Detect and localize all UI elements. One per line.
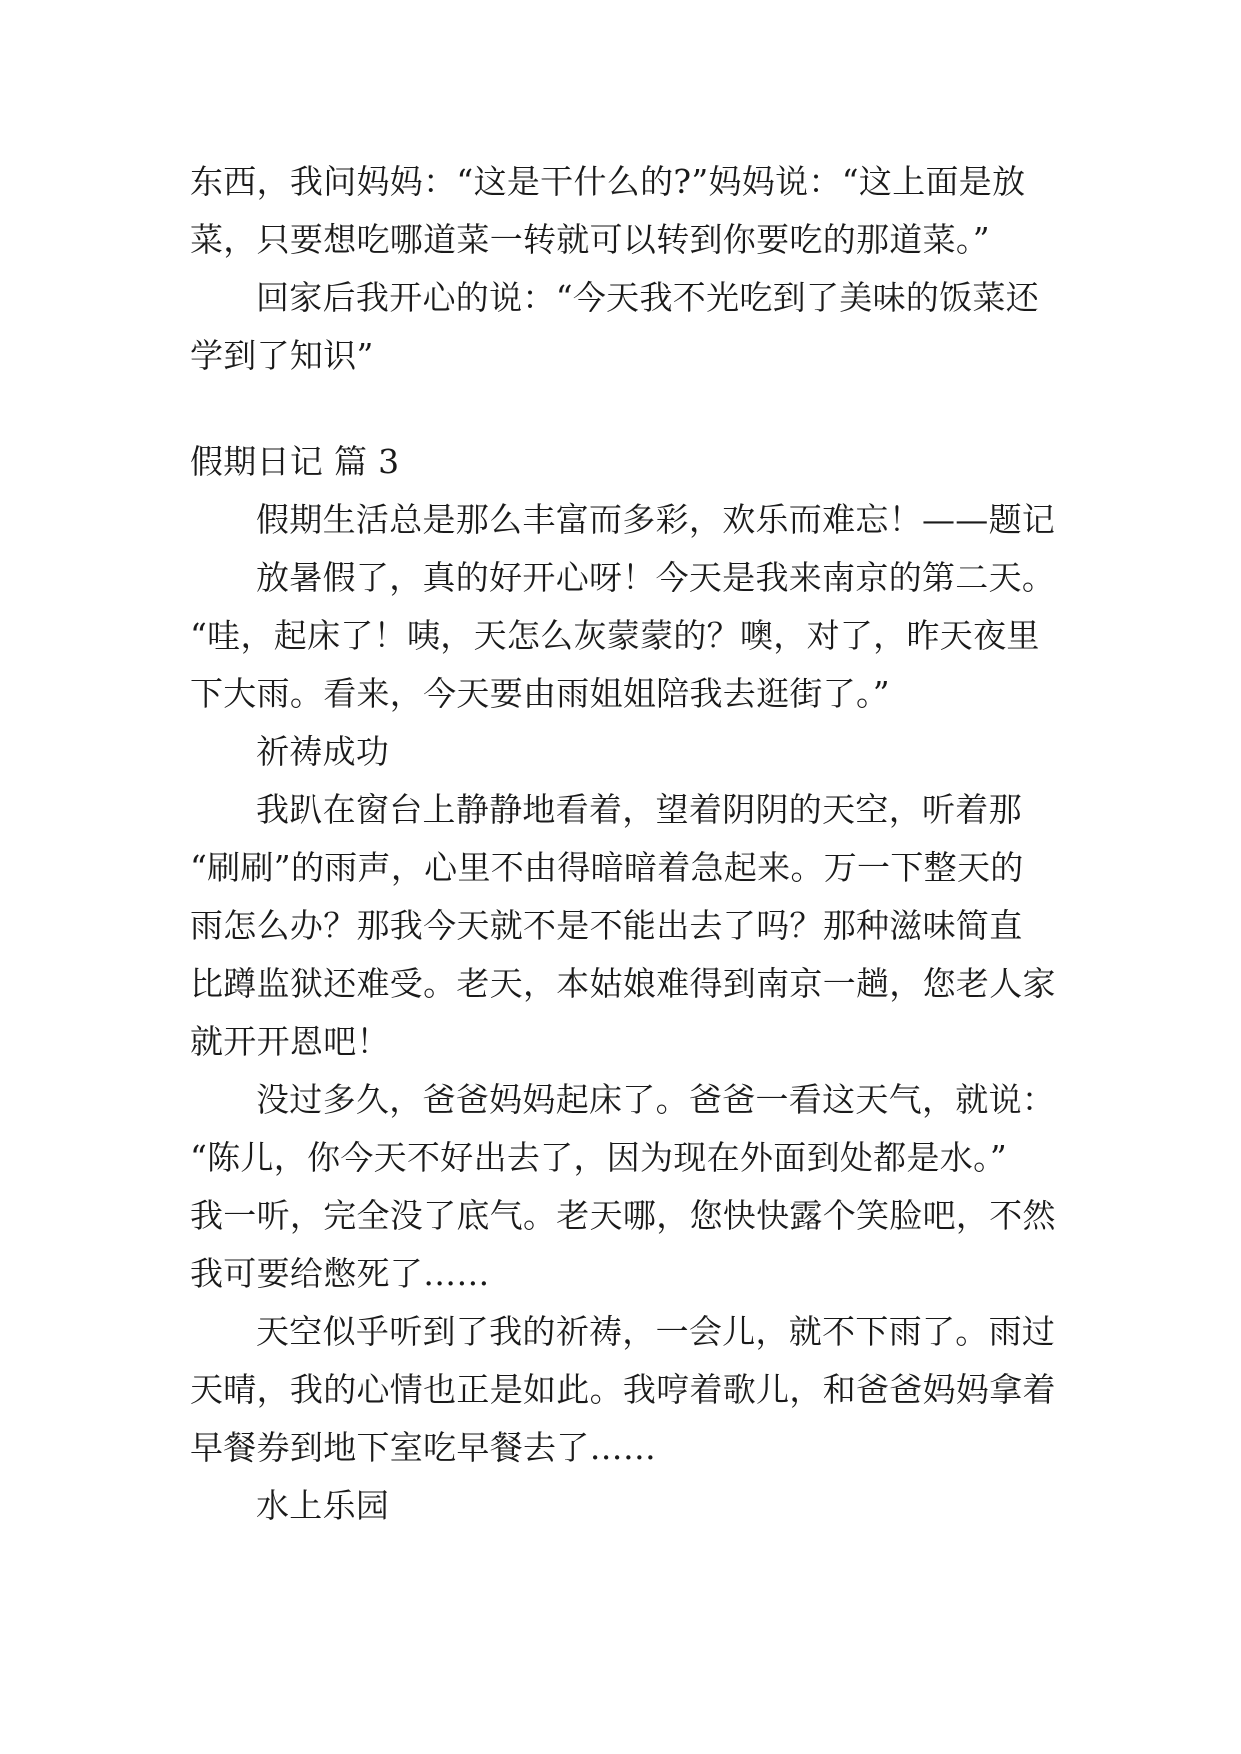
text-line: “陈儿，你今天不好出去了，因为现在外面到处都是水。” bbox=[190, 1138, 1008, 1177]
text-line: 我可要给憋死了…… bbox=[190, 1254, 490, 1293]
text-line: 我一听，完全没了底气。老天哪，您快快露个笑脸吧，不然 bbox=[190, 1196, 1056, 1235]
text-line: 比蹲监狱还难受。老天，本姑娘难得到南京一趟，您老人家 bbox=[190, 964, 1056, 1003]
text-line: 学到了知识” bbox=[190, 336, 374, 375]
text-line: 就开开恩吧！ bbox=[190, 1022, 390, 1061]
text-line: “刷刷”的雨声，心里不由得暗暗着急起来。万一下整天的 bbox=[190, 848, 1024, 887]
subheading: 水上乐园 bbox=[256, 1486, 390, 1525]
section-title: 假期日记 篇 3 bbox=[190, 442, 400, 481]
text-line: 回家后我开心的说：“今天我不光吃到了美味的饭菜还 bbox=[256, 278, 1040, 317]
text-line: 东西，我问妈妈：“这是干什么的?”妈妈说：“这上面是放 bbox=[190, 162, 1026, 201]
text-line: 没过多久，爸爸妈妈起床了。爸爸一看这天气，就说： bbox=[256, 1080, 1056, 1119]
text-line: 我趴在窗台上静静地看着，望着阴阴的天空，听着那 bbox=[256, 790, 1022, 829]
text-line: “哇，起床了！咦，天怎么灰蒙蒙的？噢，对了，昨天夜里 bbox=[190, 616, 1040, 655]
text-line: 天空似乎听到了我的祈祷，一会儿，就不下雨了。雨过 bbox=[256, 1312, 1056, 1351]
text-line: 菜，只要想吃哪道菜一转就可以转到你要吃的那道菜。” bbox=[190, 220, 990, 259]
text-line: 下大雨。看来，今天要由雨姐姐陪我去逛街了。” bbox=[190, 674, 890, 713]
text-line: 放暑假了，真的好开心呀！今天是我来南京的第二天。 bbox=[256, 558, 1056, 597]
text-line: 早餐券到地下室吃早餐去了…… bbox=[190, 1428, 657, 1467]
subheading: 祈祷成功 bbox=[256, 732, 390, 771]
text-line: 天晴，我的心情也正是如此。我哼着歌儿，和爸爸妈妈拿着 bbox=[190, 1370, 1056, 1409]
epigraph: 假期生活总是那么丰富而多彩，欢乐而难忘！——题记 bbox=[256, 500, 1056, 539]
text-line: 雨怎么办？那我今天就不是不能出去了吗？那种滋味简直 bbox=[190, 906, 1023, 945]
